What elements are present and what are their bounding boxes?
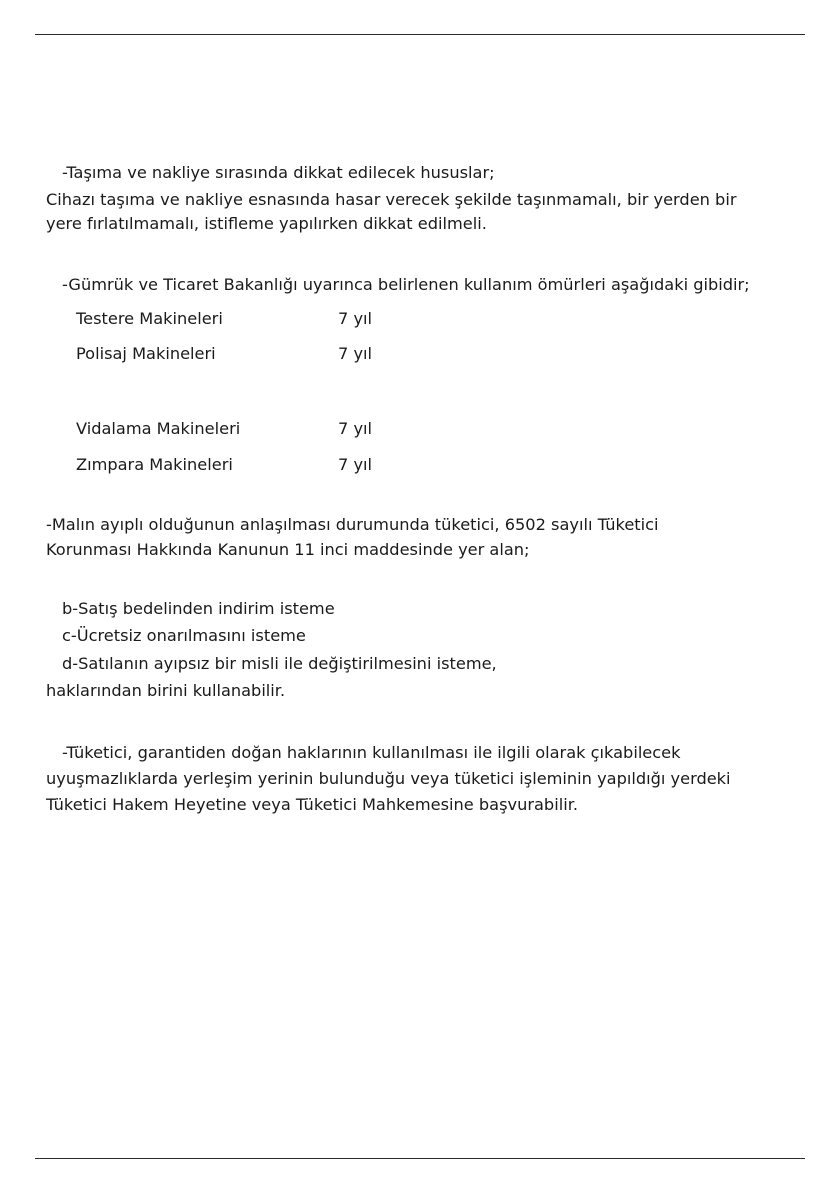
transport-line-1: Cihazı taşıma ve nakliye esnasında hasar verecek şekilde taşınmamalı, bir yerden bir [46,190,737,209]
lifetime-value: 7 yıl [338,344,373,363]
machine-name: Vidalama Makineleri [76,419,241,438]
lifetime-heading: -Gümrük ve Ticaret Bakanlığı uyarınca belirlenen kullanım ömürleri aşağıdaki gibidir; [62,275,750,294]
defect-line-2: Korunması Hakkında Kanunun 11 inci maddesinde yer alan; [46,540,530,559]
lifetime-value: 7 yıl [338,455,373,474]
machine-name: Zımpara Makineleri [76,455,233,474]
machine-name: Polisaj Makineleri [76,344,216,363]
disputes-line-3: Tüketici Hakem Heyetine veya Tüketici Mahkemesine başvurabilir. [46,795,579,814]
transport-line-2: yere fırlatılmamalı, istifleme yapılırken dikkat edilmeli. [46,214,487,233]
defect-option-b: b-Satış bedelinden indirim isteme [62,599,335,618]
lifetime-value: 7 yıl [338,309,373,328]
footer-rule [35,1158,805,1159]
machine-name: Testere Makineleri [76,309,223,328]
lifetime-value: 7 yıl [338,419,373,438]
disputes-line-1: -Tüketici, garantiden doğan haklarının kullanılması ile ilgili olarak çıkabilecek [62,743,681,762]
disputes-line-2: uyuşmazlıklarda yerleşim yerinin bulunduğu veya tüketici işleminin yapıldığı yerdeki [46,769,731,788]
defect-option-c: c-Ücretsiz onarılmasını isteme [62,626,306,645]
defect-closing: haklarından birini kullanabilir. [46,681,286,700]
defect-line-1: -Malın ayıplı olduğunun anlaşılması durumunda tüketici, 6502 sayılı Tüketici [46,515,659,534]
header-rule [35,34,805,35]
transport-heading: -Taşıma ve nakliye sırasında dikkat edilecek hususlar; [62,163,495,182]
defect-option-d: d-Satılanın ayıpsız bir misli ile değiştirilmesini isteme, [62,654,497,673]
